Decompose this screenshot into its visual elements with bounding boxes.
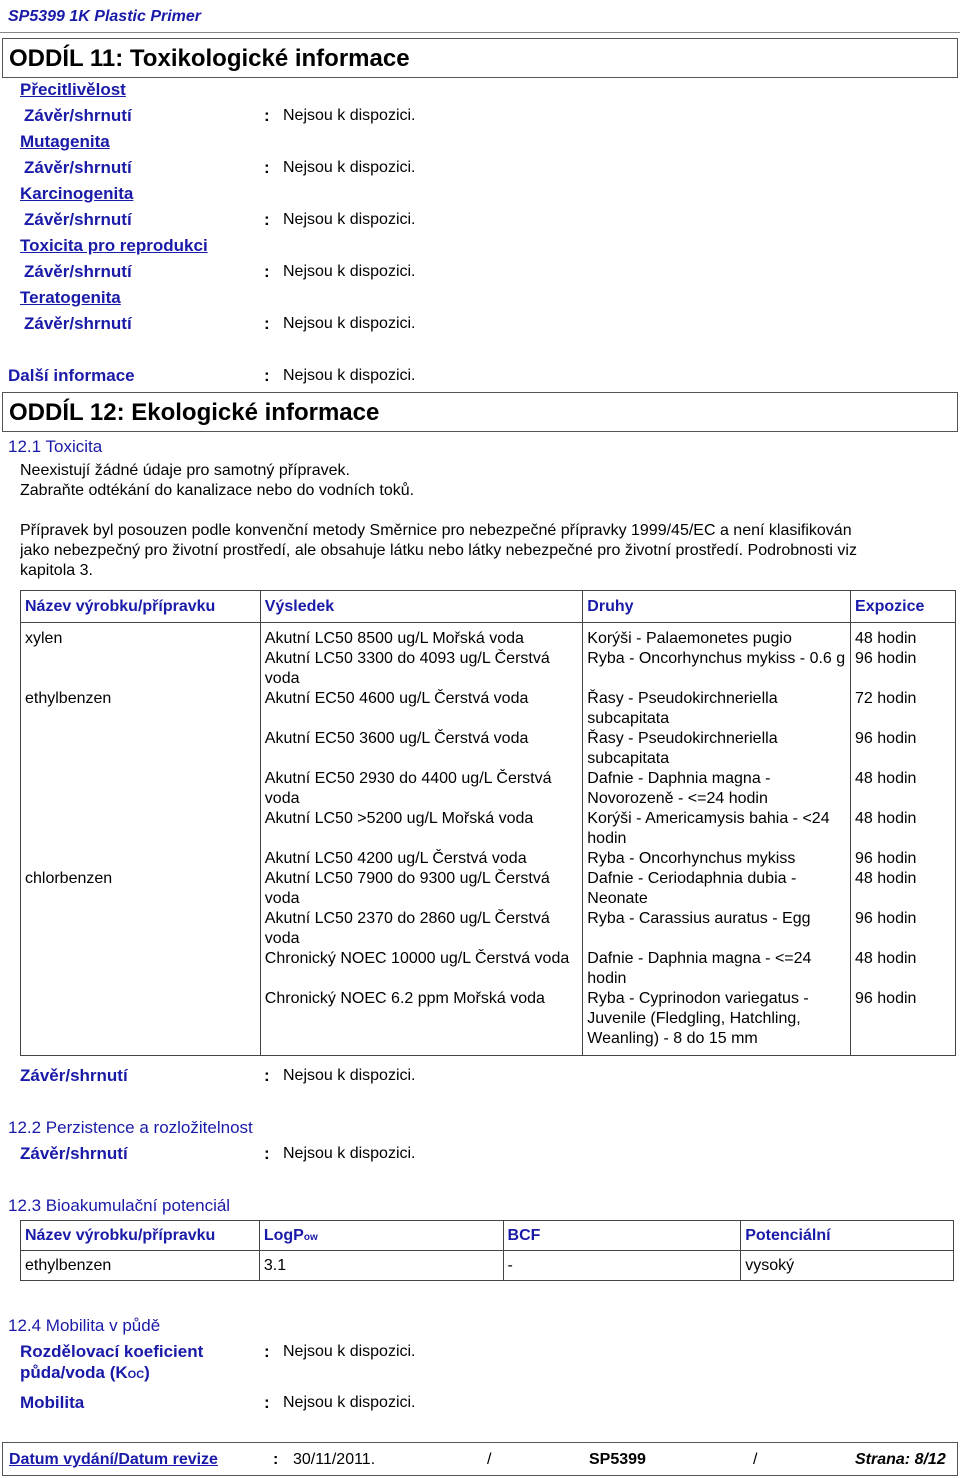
cell-species: Ryba - Oncorhynchus mykiss - 0.6 g <box>583 649 851 689</box>
cell-species: Dafnie - Daphnia magna - Novorozeně - <=24 hodin <box>583 769 851 809</box>
cell-exposure: 48 hodin <box>851 769 956 809</box>
cell-result: Akutní LC50 3300 do 4093 ug/L Čerstvá voda <box>260 649 582 689</box>
persistence-label: Závěr/shrnutí <box>20 1144 128 1163</box>
colon: : <box>264 366 270 385</box>
table-row <box>21 689 956 729</box>
section-11-header <box>2 38 958 78</box>
persistence-value: Nejsou k dispozici. <box>283 1145 416 1162</box>
conclusion-value: Nejsou k dispozici. <box>283 107 416 124</box>
cell-species: Ryba - Oncorhynchus mykiss <box>583 849 851 869</box>
table-row <box>21 809 956 849</box>
table-row <box>21 769 956 809</box>
toxicity-heading: 12.1 Toxicita <box>8 437 103 456</box>
koc-subscript: OC <box>127 1369 145 1381</box>
section-11-link[interactable]: Teratogenita <box>20 288 121 307</box>
conclusion-label: Závěr/shrnutí <box>24 106 132 125</box>
colon: : <box>264 314 270 333</box>
cell-product <box>21 809 261 849</box>
table-row <box>21 949 956 989</box>
section-11-link[interactable]: Přecitlivělost <box>20 80 126 99</box>
conclusion-value: Nejsou k dispozici. <box>283 263 416 280</box>
conclusion-label: Závěr/shrnutí <box>24 314 132 333</box>
conclusion-label: Závěr/shrnutí <box>24 210 132 229</box>
bio-cell-potential: vysoký <box>741 1251 954 1281</box>
koc-value: Nejsou k dispozici. <box>283 1343 416 1360</box>
footer-separator: / <box>487 1451 492 1468</box>
cell-species: Korýši - Palaemonetes pugio <box>583 623 851 650</box>
tox-conclusion-label: Závěr/shrnutí <box>20 1066 128 1085</box>
bioaccumulation-heading: 12.3 Bioakumulační potenciál <box>8 1196 231 1215</box>
bio-table-header <box>21 1221 954 1251</box>
cell-species: Korýši - Americamysis bahia - <24 hodin <box>583 809 851 849</box>
bio-col-logp <box>259 1221 503 1251</box>
koc-label-close: ) <box>144 1363 150 1382</box>
footer-code: SP5399 <box>589 1451 646 1468</box>
cell-exposure: 96 hodin <box>851 849 956 869</box>
col-product: Název výrobku/přípravku <box>21 591 261 623</box>
footer-page-number: Strana: 8/12 <box>855 1451 946 1468</box>
section-12-title: ODDÍL 12: Ekologické informace <box>9 399 380 426</box>
footer-date-value: 30/11/2011. <box>293 1451 376 1468</box>
bio-cell-product: ethylbenzen <box>21 1251 260 1281</box>
table-row <box>21 869 956 909</box>
tox-conclusion-value: Nejsou k dispozici. <box>283 1067 416 1084</box>
table-row <box>21 1251 954 1281</box>
bio-cell-bcf: - <box>503 1251 741 1281</box>
more-info-value: Nejsou k dispozici. <box>283 367 416 384</box>
table-row <box>21 849 956 869</box>
bio-col-potential: Potenciální <box>741 1221 954 1251</box>
cell-species: Řasy - Pseudokirchneriella subcapitata <box>583 689 851 729</box>
conclusion-value: Nejsou k dispozici. <box>283 315 416 332</box>
colon: : <box>264 262 270 281</box>
colon: : <box>264 1144 270 1163</box>
cell-result: Akutní LC50 >5200 ug/L Mořská voda <box>260 809 582 849</box>
cell-species: Ryba - Carassius auratus - Egg <box>583 909 851 949</box>
cell-product: xylen <box>21 623 261 650</box>
toxicity-table-header <box>21 591 956 623</box>
bio-col-bcf: BCF <box>503 1221 741 1251</box>
cell-result: Chronický NOEC 6.2 ppm Mořská voda <box>260 989 582 1056</box>
colon: : <box>264 106 270 125</box>
conclusion-label: Závěr/shrnutí <box>24 262 132 281</box>
cell-species: Ryba - Cyprinodon variegatus - Juvenile (Fledgling, Hatchling, Weanling) - 8 do 15 mm <box>583 989 851 1056</box>
table-row <box>21 909 956 949</box>
toxicity-table <box>20 590 956 1056</box>
runoff-note: Zabraňte odtékání do kanalizace nebo do vodních toků. <box>20 482 415 499</box>
cell-exposure: 48 hodin <box>851 623 956 650</box>
cell-exposure: 96 hodin <box>851 989 956 1056</box>
colon: : <box>264 1342 270 1361</box>
section-11-link[interactable]: Karcinogenita <box>20 184 134 203</box>
classification-paragraph-line-1: Přípravek byl posouzen podle konvenční metody Směrnice pro nebezpečné přípravky 1999/45/EC a není klasifikován <box>20 522 852 539</box>
cell-product <box>21 989 261 1056</box>
section-11-title: ODDÍL 11: Toxikologické informace <box>9 45 410 72</box>
koc-label-line-2 <box>20 1363 150 1383</box>
table-row <box>21 649 956 689</box>
no-data-note: Neexistují žádné údaje pro samotný přípravek. <box>20 462 350 479</box>
bio-cell-logp: 3.1 <box>259 1251 503 1281</box>
logp-label: LogP <box>263 1226 304 1244</box>
footer-separator: / <box>753 1451 758 1468</box>
cell-product <box>21 849 261 869</box>
header-divider <box>0 32 960 33</box>
cell-result: Akutní EC50 4600 ug/L Čerstvá voda <box>260 689 582 729</box>
cell-product <box>21 909 261 949</box>
toxicity-table-wrap <box>20 590 956 1056</box>
section-11-link[interactable]: Toxicita pro reprodukci <box>20 236 208 255</box>
persistence-heading: 12.2 Perzistence a rozložitelnost <box>8 1118 253 1137</box>
section-11-link[interactable]: Mutagenita <box>20 132 110 151</box>
bioaccumulation-table <box>20 1220 954 1281</box>
conclusion-label: Závěr/shrnutí <box>24 158 132 177</box>
cell-result: Akutní LC50 8500 ug/L Mořská voda <box>260 623 582 650</box>
cell-product <box>21 649 261 689</box>
logp-subscript: ow <box>303 1231 318 1243</box>
koc-label-text: půda/voda (K <box>20 1363 128 1382</box>
table-row <box>21 729 956 769</box>
cell-product <box>21 729 261 769</box>
mobility-label: Mobilita <box>20 1393 85 1412</box>
colon: : <box>264 1393 270 1412</box>
table-row <box>21 623 956 650</box>
col-result: Výsledek <box>260 591 582 623</box>
col-exposure: Expozice <box>851 591 956 623</box>
classification-paragraph-line-3: kapitola 3. <box>20 562 93 579</box>
cell-product <box>21 769 261 809</box>
cell-exposure: 48 hodin <box>851 869 956 909</box>
footer-date-label: Datum vydání/Datum revize <box>9 1451 218 1468</box>
cell-exposure: 48 hodin <box>851 949 956 989</box>
bio-col-product: Název výrobku/přípravku <box>21 1221 260 1251</box>
cell-species: Řasy - Pseudokirchneriella subcapitata <box>583 729 851 769</box>
cell-result: Akutní LC50 7900 do 9300 ug/L Čerstvá voda <box>260 869 582 909</box>
cell-result: Akutní EC50 3600 ug/L Čerstvá voda <box>260 729 582 769</box>
cell-result: Akutní EC50 2930 do 4400 ug/L Čerstvá voda <box>260 769 582 809</box>
cell-product <box>21 949 261 989</box>
cell-product: ethylbenzen <box>21 689 261 729</box>
cell-species: Dafnie - Ceriodaphnia dubia - Neonate <box>583 869 851 909</box>
table-row <box>21 989 956 1056</box>
cell-exposure: 48 hodin <box>851 809 956 849</box>
colon: : <box>264 158 270 177</box>
conclusion-value: Nejsou k dispozici. <box>283 211 416 228</box>
cell-exposure: 72 hodin <box>851 689 956 729</box>
cell-result: Chronický NOEC 10000 ug/L Čerstvá voda <box>260 949 582 989</box>
colon: : <box>264 210 270 229</box>
colon: : <box>264 1066 270 1085</box>
col-species: Druhy <box>583 591 851 623</box>
cell-result: Akutní LC50 2370 do 2860 ug/L Čerstvá voda <box>260 909 582 949</box>
cell-product: chlorbenzen <box>21 869 261 909</box>
mobility-value: Nejsou k dispozici. <box>283 1394 416 1411</box>
more-info-label: Další informace <box>8 366 135 385</box>
cell-exposure: 96 hodin <box>851 729 956 769</box>
cell-exposure: 96 hodin <box>851 909 956 949</box>
classification-paragraph-line-2: jako nebezpečný pro životní prostředí, ale obsahuje látku nebo látky nebezpečné pro životní prostředí. Podrobnosti viz <box>20 542 857 559</box>
bio-table-wrap <box>20 1220 954 1281</box>
mobility-heading: 12.4 Mobilita v půdě <box>8 1316 161 1335</box>
conclusion-value: Nejsou k dispozici. <box>283 159 416 176</box>
colon: : <box>273 1451 279 1468</box>
section-12-header <box>2 392 958 432</box>
cell-result: Akutní LC50 4200 ug/L Čerstvá voda <box>260 849 582 869</box>
koc-label-line-1: Rozdělovací koeficient <box>20 1342 204 1361</box>
cell-exposure: 96 hodin <box>851 649 956 689</box>
document-title: SP5399 1K Plastic Primer <box>8 8 202 25</box>
cell-species: Dafnie - Daphnia magna - <=24 hodin <box>583 949 851 989</box>
page-footer <box>2 1442 958 1476</box>
